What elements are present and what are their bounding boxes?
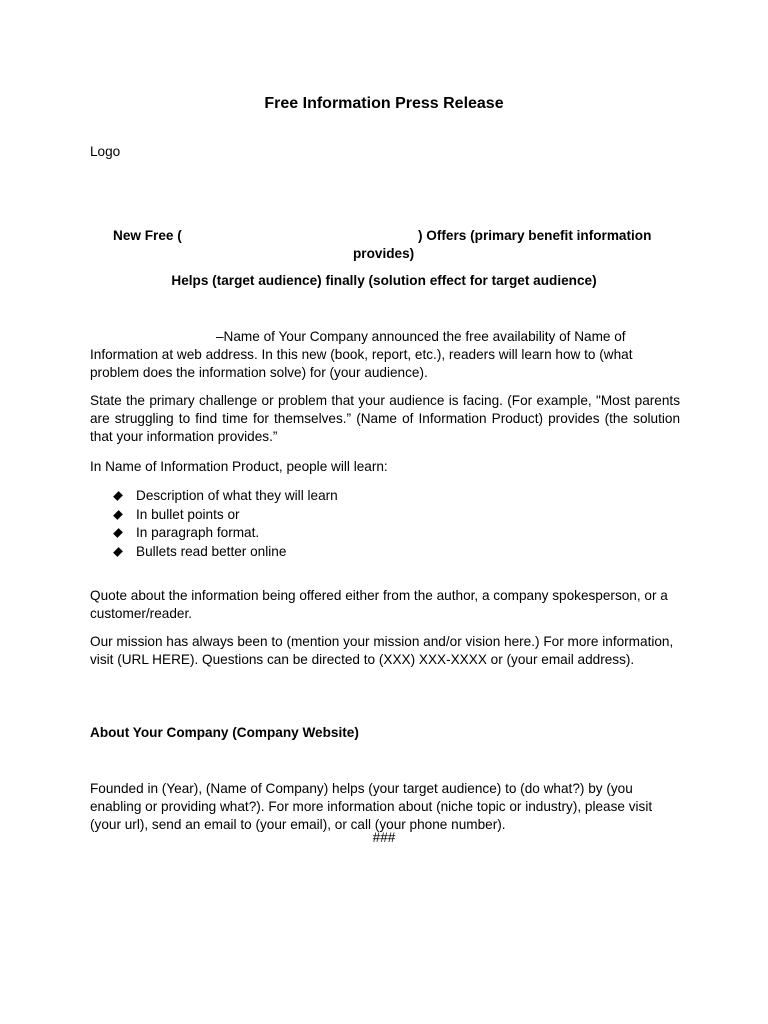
mission-paragraph: Our mission has always been to (mention your mission and/or vision here.) For more information, visit (URL HERE). Questions can be directed to (XXX) XXX-XXXX or (your email address). bbox=[90, 634, 674, 667]
bullet-text: Description of what they will learn bbox=[136, 488, 338, 503]
list-item bbox=[113, 487, 338, 506]
diamond-bullet-icon bbox=[113, 547, 123, 557]
document-title: Free Information Press Release bbox=[264, 95, 504, 112]
logo-placeholder: Logo bbox=[90, 144, 121, 159]
quote-paragraph: Quote about the information being offered either from the author, a company spokesperson, or a customer/reader. bbox=[90, 588, 668, 621]
subheadline: Helps (target audience) finally (solution effect for target audience) bbox=[171, 273, 597, 288]
list-item bbox=[113, 506, 338, 525]
founded-paragraph: Founded in (Year), (Name of Company) helps (your target audience) to (do what?) by (you enabling or providing what?). For more information about (niche topic or industry), please visit (your url), send an email to (your email), or call (your phone number). bbox=[90, 781, 653, 832]
diamond-bullet-icon bbox=[113, 510, 123, 520]
challenge-paragraph: State the primary challenge or problem that your audience is facing. (For example, "Most parents are struggling to find time for themselves.” (Name of Information Product) provides (the solution that your information provides.” bbox=[90, 393, 680, 444]
list-item bbox=[113, 543, 338, 562]
diamond-bullet-icon bbox=[113, 528, 123, 538]
headline-left: New Free ( bbox=[113, 228, 182, 243]
diamond-bullet-icon bbox=[113, 491, 123, 501]
bullet-text: Bullets read better online bbox=[136, 544, 287, 560]
learn-bullet-list bbox=[113, 487, 338, 562]
intro-paragraph bbox=[90, 328, 680, 382]
bullet-text: In paragraph format. bbox=[136, 525, 260, 541]
headline-right: ) Offers (primary benefit information bbox=[418, 228, 652, 243]
learn-intro: In Name of Information Product, people will learn: bbox=[90, 459, 388, 474]
headline-continued: provides) bbox=[353, 246, 415, 261]
intro-rest: Information at web address. In this new (book, report, etc.), readers will learn how to (what problem does the information solve) for (your audience). bbox=[90, 347, 633, 380]
intro-first-line: –Name of Your Company announced the free availability of Name of bbox=[216, 329, 626, 344]
about-heading: About Your Company (Company Website) bbox=[90, 725, 359, 740]
end-mark: ### bbox=[372, 830, 396, 845]
list-item bbox=[113, 524, 338, 543]
bullet-text: In bullet points or bbox=[136, 506, 240, 522]
